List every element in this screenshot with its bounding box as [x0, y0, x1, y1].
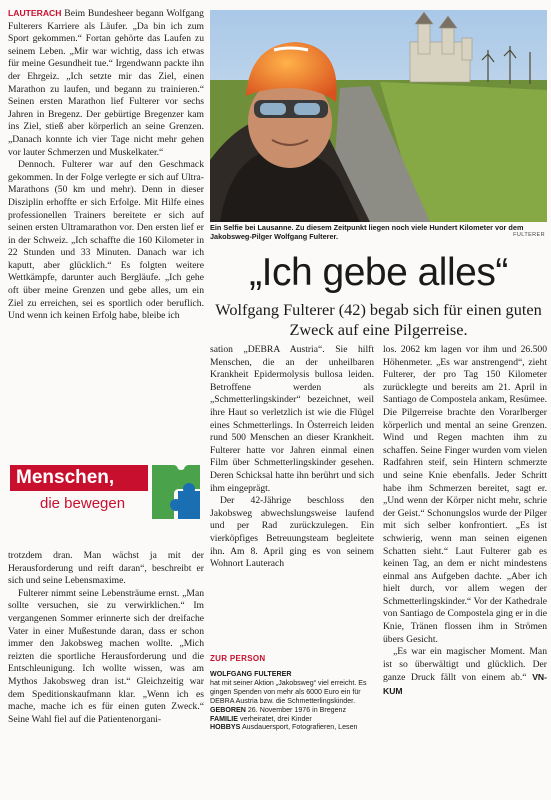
article-column-2	[210, 344, 374, 571]
menschen-die-bewegen-logo	[8, 457, 204, 530]
logo-line-2: die bewegen	[40, 495, 126, 512]
caption-text: Ein Selfie bei Lausanne. Zu diesem Zeitpunkt liegen noch viele Hundert Kilometer vor dem Jakobsweg-Pilger Wolfgang Fulterer.	[210, 223, 524, 242]
hobbys-value: Ausdauersport, Fotografieren, Lesen	[241, 723, 358, 732]
photo-image	[210, 10, 547, 222]
info-box-title: ZUR PERSON	[210, 654, 266, 663]
selfie-photo	[210, 10, 547, 222]
article-column-1-bottom	[8, 550, 204, 726]
paragraph: „Es war ein magischer Moment. Man ist so überwältigt und glücklich. Der ganze Druck fällt von einem ab.“	[383, 646, 547, 684]
dateline: LAUTERACH	[8, 8, 62, 18]
born-label: GEBOREN	[210, 705, 246, 714]
born-value: 26. November 1976 in Bregenz	[247, 705, 347, 714]
subheadline: Wolfgang Fulterer (42) begab sich für einen guten Zweck auf eine Pilgerreise.	[215, 300, 542, 339]
puzzle-icon	[148, 461, 204, 523]
photo-credit: FULTERER	[513, 232, 545, 239]
headline: „Ich gebe alles“	[249, 251, 508, 294]
paragraph: Beim Bundesheer begann Wolfgang Fulterers Karriere als Läufer. „Da bin ich zum Sport gekommen.“ Fortan gehörte das Laufen zu seinem Leben. „Mir war wichtig, dass ich etwas für meine Gesundheit tue.“ Irgendwann packte ihn der Ehrgeiz. „Ich setzte mir das Ziel, einen Marathon zu laufen, und begann zu trainieren.“ Seinen ersten Marathon lief Fulterer vor sechs Jahren in Bregenz. Der gebürtige Bregenzer kam ins Ziel, stieß aber körperlich an seine Grenzen. „Danach konnte ich vier Tage nicht mehr gehen vor lauter Schmerzen und Muskelkater.“	[8, 8, 204, 158]
paragraph: sation „DEBRA Austria“. Sie hilft Menschen, die an der unheilbaren Krankheit Epidermolysis bullosa leiden. Betroffene werden als „Schmetterlingskinder“ bezeichnet, weil ihre Haut so verletzlich ist wie die Flügel eines Schmetterlings. In Österreich leiden rund 500 Menschen an dieser Krankheit. Fulterer hatte vor Jahren einmal einen Film über Schmetterlingskinder gesehen. Deren Schicksal hatte ihn berührt und sich ihm eingeprägt.	[210, 344, 374, 494]
hobbys-label: HOBBYS	[210, 723, 241, 732]
author-tag: VN-KUM	[383, 672, 547, 697]
person-description: hat mit seiner Aktion „Jakobsweg“ viel erreicht. Es gingen Spenden von mehr als 6000 Euro ein für DEBRA Austria bzw. die Schmetterlingskinder.	[210, 678, 367, 705]
article-column-3	[383, 344, 547, 699]
paragraph: Dennoch. Fulterer war auf den Geschmack gekommen. In der Folge verlegte er sich auf Ultra-Marathons (50 km und mehr). Denn in dieser Disziplin erhoffte er sich Erfolge. Mit Hilfe eines professionellen Trainers bereitete er sich auf seinen ersten Ultramarathon vor. Den ersten lief er in der Schweiz. „Ich schaffte die 160 Kilometer in 22 Stunden und 33 Minuten. Danach war ich kaputt, aber glücklich.“ Es folgten weitere Wettkämpfe, darunter auch Bergläufe. „Ich gehe oft über meine Grenzen und gebe alles, um ein Ziel zu erreichen, sei es sportlich oder beruflich. Und wenn ich keinen Erfolg habe, bleibe ich	[8, 159, 204, 322]
paragraph: Fulterer nimmt seine Lebensträume ernst. „Man sollte versuchen, sie zu verwirklichen.“ Im vergangenen Sommer erinnerte sich der dreifache Vater in einer Mußestunde daran, dass er schon immer den Jakobsweg machen wollte. „Mich reizten die sportliche Herausforderung und die Entschleunigung. Ich wollte wissen, was am Mythos Jakobsweg dran ist.“ Gleichzeitig war dem Speditionskaufmann klar. „Wenn ich es mache, mache ich es für einen guten Zweck.“ Seine Wahl fiel auf die Patientenorgani-	[8, 587, 204, 725]
family-label: FAMILIE	[210, 714, 238, 723]
paragraph: trotzdem dran. Man wächst ja mit der Herausforderung und reift daran“, beschreibt er sich und seine Lebensmaxime.	[8, 550, 204, 587]
paragraph: Der 42-Jährige beschloss den Jakobsweg abwechslungsweise laufend und per Rad zurückzulegen. Ein vierköpfiges Betreuungsteam begleitete ihn. Am 8. April ging es von seinem Wohnort Lauterach	[210, 495, 374, 570]
photo-caption	[210, 223, 547, 241]
paragraph: los. 2062 km lagen vor ihm und 26.500 Höhenmeter. „Es war anstrengend“, zieht Fulterer, der pro Tag 150 Kilometer zurücklegte und bereits am 21. April in Santiago de Compostela ankam, Resümee. Die Pilgerreise brachte den Vorarlberger körperlich und mental an seine Grenzen. Wind und Regen machten ihm zu schaffen. Seine Finger wurden vom vielen Radfahren steif, sein Hintern schmerzte und seine Knie ebenfalls. Jeder Schritt habe ihm Schmerzen bereitet, sagt er. „Und wenn der Körper nicht mehr, schrie der Geist.“ Schonungslos wurde der Pilger mit sich selber konfrontiert. „Es ist schwierig, wenn man seinen eigenen Schatten sieht.“ Laut Fulterer gab es keinen Tag, an dem er nicht mindestens einmal ans Aufgeben dachte. „Aber ich hielt durch, vor allem wegen der Schmetterlingskinder.“ Vor der Kathedrale von Santiago de Compostela ging er in die Knie, Tränen flossen ihm in Strömen übers Gesicht.	[383, 344, 547, 645]
person-name: WOLFGANG FULTERER	[210, 670, 292, 678]
family-value: verheiratet, drei Kinder	[239, 714, 312, 723]
article-column-1-top	[8, 7, 204, 323]
info-box	[210, 654, 374, 732]
logo-line-1: Menschen,	[16, 467, 115, 488]
